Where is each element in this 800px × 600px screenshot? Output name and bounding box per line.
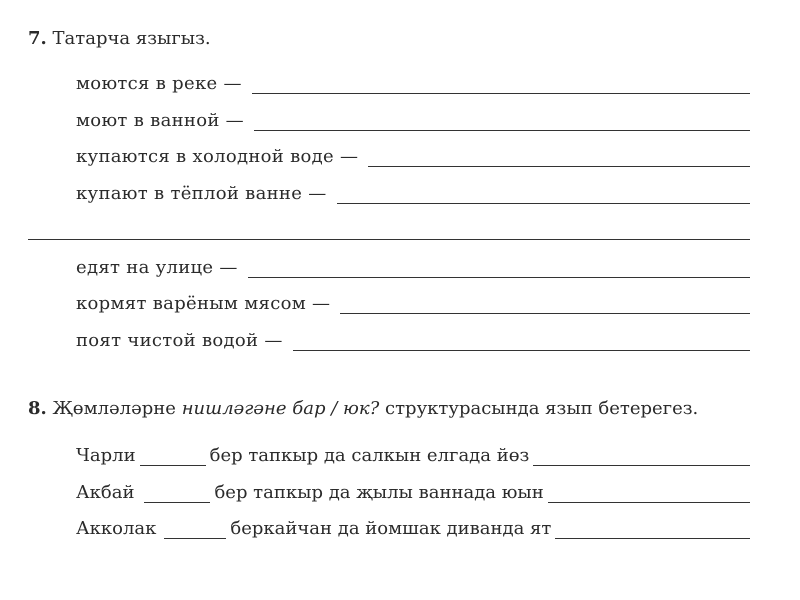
item-text: поят чистой водой — (76, 330, 283, 351)
answer-line[interactable] (337, 187, 750, 204)
task-7-item (76, 329, 750, 351)
sentence-subject: Акбай (76, 482, 135, 503)
task-8-title-before: Җөмләләрне (52, 398, 176, 419)
sentence-rest: бер тапкыр да салкын елгада йөз (209, 445, 530, 466)
sentence-rest: беркайчан да йомшак диванда ят (230, 518, 552, 539)
task-7-item (76, 292, 750, 314)
task-8-heading (28, 398, 698, 419)
task-8-number: 8. (28, 398, 47, 419)
task-7-item (76, 72, 750, 94)
item-text: купаются в холодной воде — (76, 146, 359, 167)
task-8-title-italic: нишләгәне бар / юк? (181, 398, 380, 419)
answer-line-full[interactable] (28, 239, 750, 240)
task-7-number: 7. (28, 28, 47, 49)
task-7-item (76, 145, 750, 167)
sentence-subject: Чарли (76, 445, 136, 466)
task-7-title: Татарча языгыз. (52, 28, 211, 49)
verb-blank[interactable] (140, 449, 206, 466)
sentence-subject: Акколак (76, 518, 157, 539)
item-text: едят на улице — (76, 257, 238, 278)
item-text: моют в ванной — (76, 110, 244, 131)
ending-blank[interactable] (533, 449, 750, 466)
task-7-item (76, 182, 750, 204)
task-8-sentence (76, 444, 750, 466)
answer-line[interactable] (248, 261, 750, 278)
answer-line[interactable] (254, 114, 750, 131)
item-text: моются в реке — (76, 73, 242, 94)
task-7-item (76, 256, 750, 278)
task-7-heading (28, 28, 211, 49)
item-text: купают в тёплой ванне — (76, 183, 327, 204)
task-8-sentence (76, 481, 750, 503)
task-8-title-after: структурасында язып бетерегез. (385, 398, 699, 419)
ending-blank[interactable] (548, 486, 750, 503)
answer-line[interactable] (340, 297, 750, 314)
answer-line[interactable] (293, 334, 750, 351)
verb-blank[interactable] (164, 522, 226, 539)
task-8-sentence (76, 517, 750, 539)
verb-blank[interactable] (144, 486, 210, 503)
answer-line[interactable] (368, 150, 750, 167)
item-text: кормят варёным мясом — (76, 293, 331, 314)
task-7-item (76, 109, 750, 131)
ending-blank[interactable] (555, 522, 750, 539)
answer-line[interactable] (252, 77, 750, 94)
sentence-rest: бер тапкыр да җылы ваннада юын (214, 482, 544, 503)
